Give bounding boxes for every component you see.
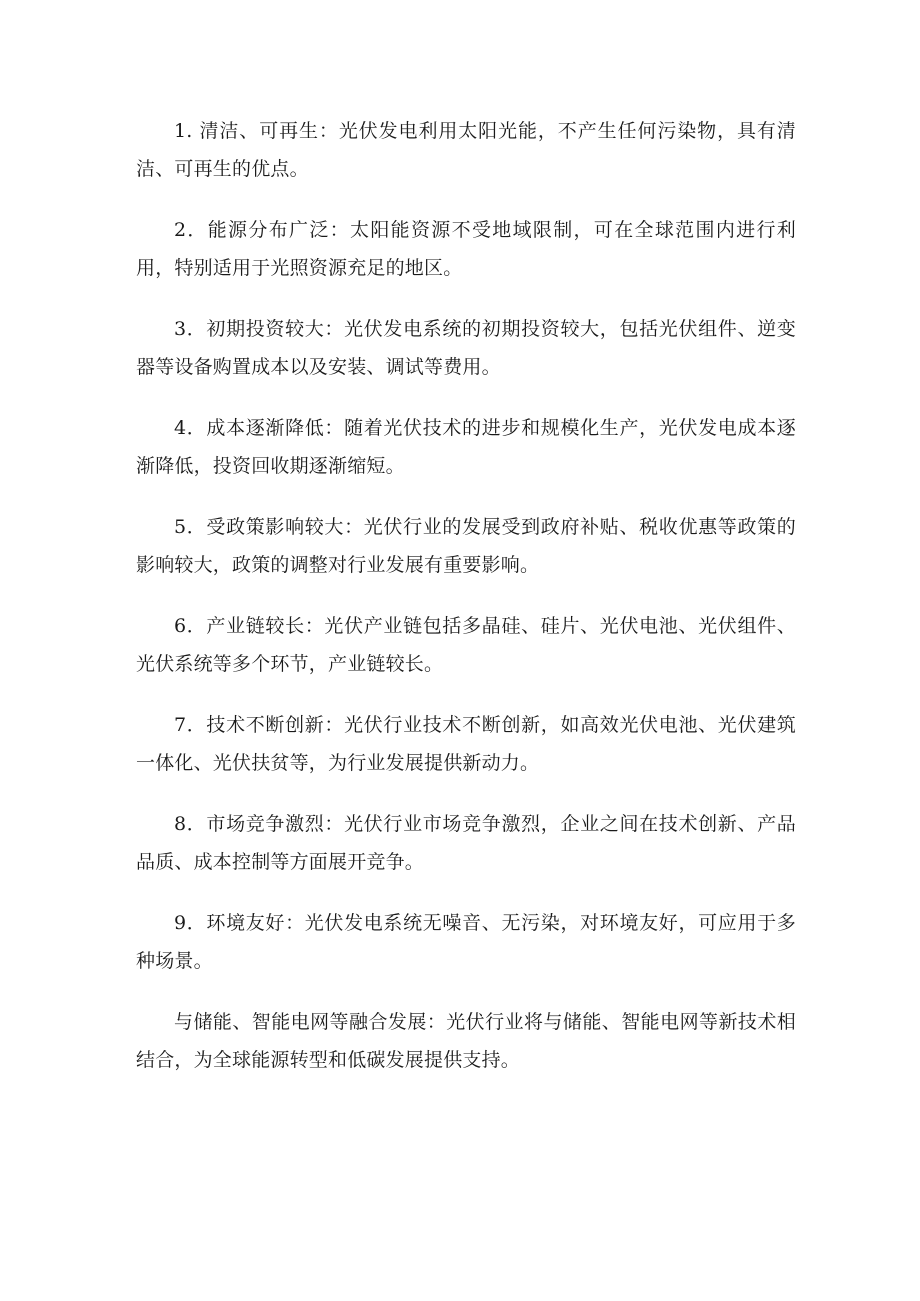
paragraph-1: 1. 清洁、可再生：光伏发电利用太阳光能，不产生任何污染物，具有清洁、可再生的优点。 <box>136 120 796 180</box>
document-body <box>136 112 796 1102</box>
paragraph-3: 3．初期投资较大：光伏发电系统的初期投资较大，包括光伏组件、逆变器等设备购置成本以及安装、调试等费用。 <box>136 318 796 378</box>
paragraph-5: 5．受政策影响较大：光伏行业的发展受到政府补贴、税收优惠等政策的影响较大，政策的调整对行业发展有重要影响。 <box>136 516 796 576</box>
paragraph-2: 2．能源分布广泛：太阳能资源不受地域限制，可在全球范围内进行利用，特别适用于光照资源充足的地区。 <box>136 219 796 279</box>
paragraph-8: 8．市场竞争激烈：光伏行业市场竞争激烈，企业之间在技术创新、产品品质、成本控制等方面展开竞争。 <box>136 813 796 873</box>
paragraph-7: 7．技术不断创新：光伏行业技术不断创新，如高效光伏电池、光伏建筑一体化、光伏扶贫等，为行业发展提供新动力。 <box>136 714 796 774</box>
paragraph-9: 9．环境友好：光伏发电系统无噪音、无污染，对环境友好，可应用于多种场景。 <box>136 912 796 972</box>
paragraph-10: 与储能、智能电网等融合发展：光伏行业将与储能、智能电网等新技术相结合，为全球能源转型和低碳发展提供支持。 <box>136 1011 796 1071</box>
paragraph-4: 4．成本逐渐降低：随着光伏技术的进步和规模化生产，光伏发电成本逐渐降低，投资回收期逐渐缩短。 <box>136 417 796 477</box>
paragraph-6: 6．产业链较长：光伏产业链包括多晶硅、硅片、光伏电池、光伏组件、光伏系统等多个环节，产业链较长。 <box>136 615 796 675</box>
